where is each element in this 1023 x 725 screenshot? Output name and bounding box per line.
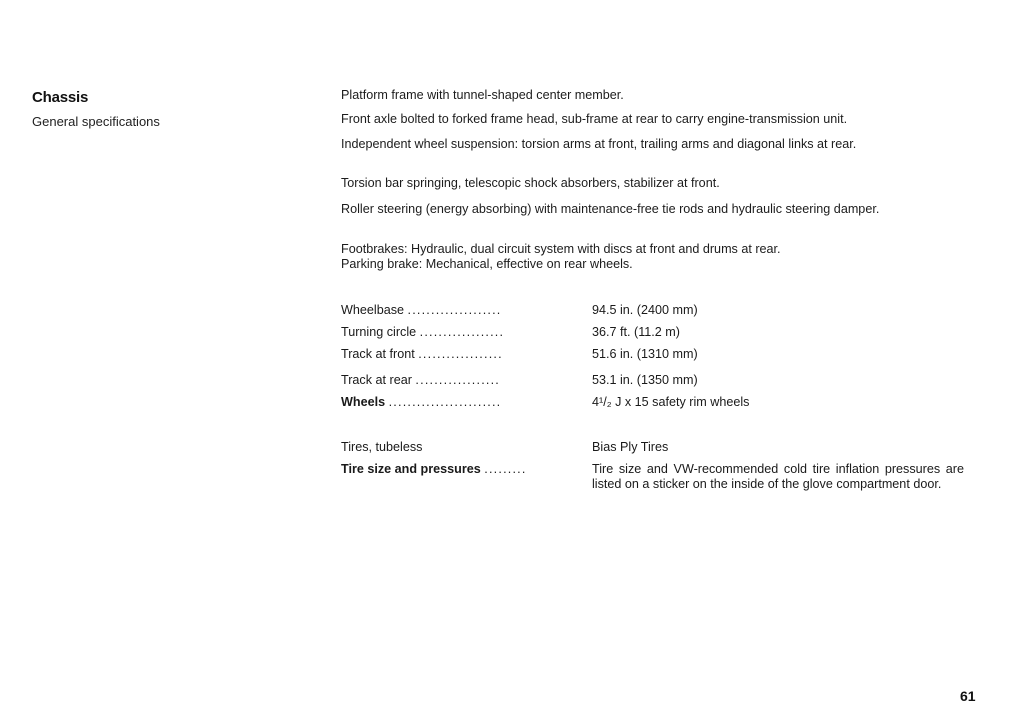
spec-label-text: Wheelbase <box>341 303 405 317</box>
section-subtitle: General specifications <box>32 114 160 129</box>
leader-dots: .................. <box>415 373 501 387</box>
section-title: Chassis <box>32 89 89 106</box>
spec-value: 53.1 in. (1350 mm) <box>592 373 698 387</box>
spec-value: 94.5 in. (2400 mm) <box>592 303 698 317</box>
spec-label-text: Track at front <box>341 347 415 361</box>
spec-label-text: Tires, tubeless <box>341 440 423 454</box>
spec-label <box>341 325 504 340</box>
page-number: 61 <box>960 688 976 704</box>
spec-paragraph-springing: Torsion bar springing, telescopic shock absorbers, stabilizer at front. <box>341 176 720 190</box>
spec-paragraph-front-axle: Front axle bolted to forked frame head, sub-frame at rear to carry engine-transmission unit. <box>341 112 848 126</box>
spec-paragraph-footbrakes: Footbrakes: Hydraulic, dual circuit system with discs at front and drums at rear. <box>341 242 781 256</box>
spec-paragraph-suspension: Independent wheel suspension: torsion arms at front, trailing arms and diagonal links at rear. <box>341 137 857 151</box>
spec-value: 36.7 ft. (11.2 m) <box>592 325 680 339</box>
spec-label-text: Turning circle <box>341 325 417 339</box>
spec-label <box>341 373 500 388</box>
spec-paragraph-parking-brake: Parking brake: Mechanical, effective on rear wheels. <box>341 257 633 271</box>
spec-paragraph-frame: Platform frame with tunnel-shaped center member. <box>341 88 624 102</box>
spec-label <box>341 462 527 477</box>
spec-value: Bias Ply Tires <box>592 440 669 454</box>
spec-label <box>341 303 502 318</box>
spec-value: 51.6 in. (1310 mm) <box>592 347 698 361</box>
spec-label-text: Track at rear <box>341 373 412 387</box>
leader-dots: .................... <box>407 303 502 317</box>
spec-value: Tire size and VW-recommended cold tire inflation pressures are listed on a sticker on the inside of the glove compartment door. <box>592 462 964 491</box>
spec-label-text: Wheels <box>341 395 386 409</box>
leader-dots: .................. <box>418 347 503 361</box>
leader-dots: .................. <box>419 325 505 339</box>
spec-label-text: Tire size and pressures <box>341 462 481 476</box>
spec-paragraph-steering: Roller steering (energy absorbing) with maintenance-free tie rods and hydraulic steering damper. <box>341 202 880 216</box>
spec-value: 4¹/₂ J x 15 safety rim wheels <box>592 395 750 409</box>
leader-dots: ........................ <box>388 395 502 409</box>
spec-label <box>341 395 501 410</box>
leader-dots: ......... <box>484 462 527 476</box>
spec-label <box>341 347 503 362</box>
spec-label <box>341 440 422 455</box>
